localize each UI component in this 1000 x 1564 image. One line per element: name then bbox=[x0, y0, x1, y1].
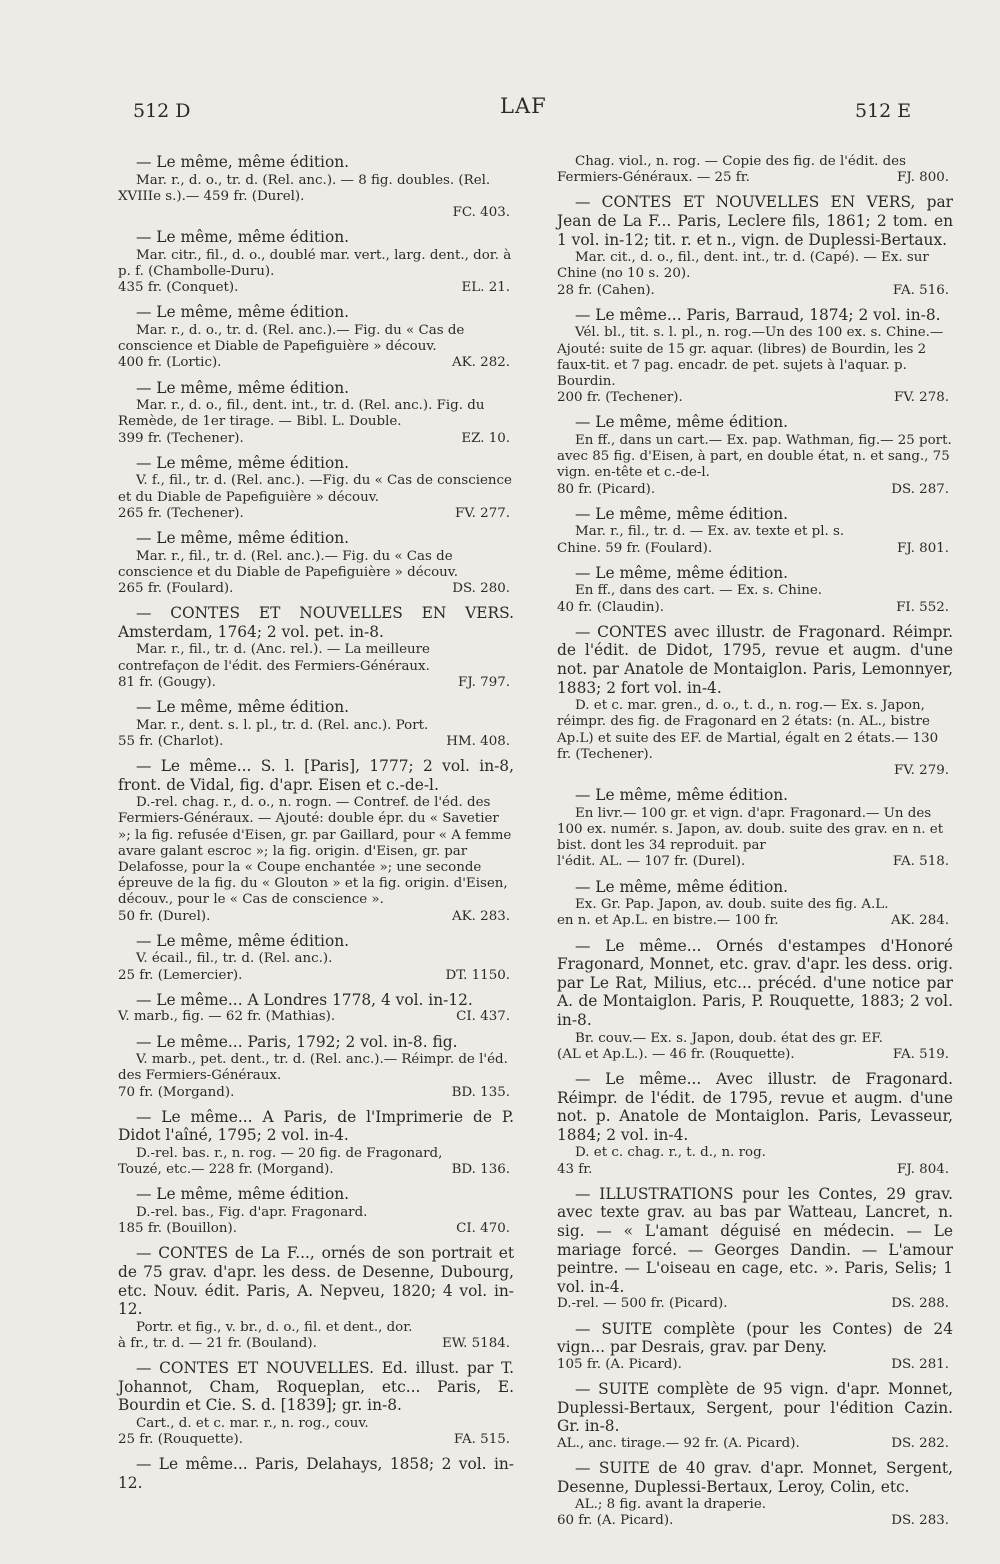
entry-price: 55 fr. (Charlot). bbox=[118, 733, 224, 749]
entry-price-line bbox=[557, 170, 953, 186]
entry-heading: — SUITE complète de 95 vign. d'apr. Monnet, Duplessi-Bertaux, Sergent, pour l'édition Cazin. Gr. in-8. bbox=[557, 1379, 953, 1436]
entry-price: V. marb., fig. — 62 fr. (Mathias). bbox=[118, 1009, 336, 1025]
entry-reference: DS. 288. bbox=[891, 1296, 949, 1312]
entry-description: Portr. et fig., v. br., d. o., fil. et dent., dor. bbox=[136, 1319, 413, 1335]
catalog-entry bbox=[118, 1455, 514, 1492]
entry-price-line bbox=[557, 390, 953, 406]
catalog-entry bbox=[557, 154, 953, 186]
entry-price-line bbox=[557, 1162, 953, 1178]
entry-description: Mar. r., dent. s. l. pl., tr. d. (Rel. anc.). Port. bbox=[136, 717, 429, 733]
entry-description: Mar. r., d. o., tr. d. (Rel. anc.).— Fig. du « Cas de conscience et Diable de Papefiguière » découv. bbox=[118, 323, 465, 355]
catalog-entry bbox=[118, 454, 514, 522]
entry-price-line bbox=[118, 280, 514, 296]
entry-price-line bbox=[557, 541, 953, 557]
catalog-entry bbox=[118, 228, 514, 296]
entry-reference: EL. 21. bbox=[461, 280, 510, 296]
catalog-entry bbox=[118, 604, 514, 691]
entry-reference: AK. 284. bbox=[890, 913, 949, 929]
entry-description: Chag. viol., n. rog. — Copie des fig. de l'édit. des bbox=[575, 154, 906, 169]
catalog-entry bbox=[557, 505, 953, 557]
entry-description: Mar. r., fil., tr. d. (Rel. anc.).— Fig. du « Cas de conscience et du Diable de Papefiguière » découv. bbox=[118, 548, 459, 580]
entry-price: 105 fr. (A. Picard). bbox=[557, 1356, 682, 1372]
entry-price: 40 fr. (Claudin). bbox=[557, 599, 665, 615]
entry-reference: FV. 279. bbox=[894, 763, 949, 778]
entry-heading: — Le même, même édition. bbox=[136, 303, 350, 322]
entry-heading: — Le même... Paris, 1792; 2 vol. in-8. fig. bbox=[136, 1032, 458, 1051]
entry-reference: DS. 280. bbox=[452, 581, 510, 597]
catalog-entry bbox=[557, 1380, 953, 1452]
entry-heading: — CONTES ET NOUVELLES. Ed. illust. par T. Johannot, Cham, Roqueplan, etc... Paris, E. Bourdin et Cie. S. d. [1839]; gr. in-8. bbox=[118, 1359, 514, 1415]
catalog-entry bbox=[557, 413, 953, 497]
entry-price: 399 fr. (Techener). bbox=[118, 430, 244, 446]
entry-heading: — Le même... Ornés d'estampes d'Honoré Fragonard, Monnet, etc. grav. d'apr. les dess. orig. par Le Rat, Milius, etc... précéd. d'une notice par A. de Montaiglon. Paris, P. Rouquette, 1883; 2 vol. in-8. bbox=[557, 936, 953, 1029]
entry-description: Mar. r., fil., tr. d. — Ex. av. texte et pl. s. bbox=[575, 524, 845, 540]
entry-description: D.-rel. bas., Fig. d'apr. Fragonard. bbox=[136, 1205, 368, 1221]
entry-reference: EW. 5184. bbox=[441, 1336, 510, 1351]
entry-description: Mar. citr., fil., d. o., doublé mar. vert., larg. dent., dor. à p. f. (Chambolle-Duru). bbox=[118, 247, 512, 279]
entry-description: Br. couv.— Ex. s. Japon, doub. état des gr. EF. bbox=[575, 1030, 883, 1046]
entry-heading: — Le même, même édition. bbox=[136, 378, 350, 397]
catalog-entry bbox=[557, 937, 953, 1063]
page-header bbox=[0, 94, 1000, 140]
entry-price-line bbox=[118, 355, 514, 371]
entry-reference: CI. 437. bbox=[456, 1009, 510, 1025]
entry-price: en n. et Ap.L. en bistre.— 100 fr. bbox=[557, 913, 779, 929]
catalog-entry bbox=[118, 1359, 514, 1448]
entry-description: En livr.— 100 gr. et vign. d'apr. Fragonard.— Un des 100 ex. numér. s. Japon, av. doub. suite des grav. en n. et bist. dont les 34 reproduit. par bbox=[557, 805, 944, 854]
entry-heading: — Le même... Paris, Delahays, 1858; 2 vol. in-12. bbox=[118, 1455, 514, 1492]
entry-price: 43 fr. bbox=[557, 1161, 593, 1177]
entry-reference: FA. 515. bbox=[453, 1432, 510, 1448]
entry-heading: — Le même... A Paris, de l'Imprimerie de P. Didot l'aîné, 1795; 2 vol. in-4. bbox=[118, 1107, 514, 1145]
catalog-entry bbox=[118, 529, 514, 597]
entry-reference: EZ. 10. bbox=[461, 430, 510, 446]
entry-price-line bbox=[557, 283, 953, 299]
entry-price: 28 fr. (Cahen). bbox=[557, 282, 655, 298]
entry-price-line bbox=[118, 909, 514, 925]
entry-description: Mar. cit., d. o., fil., dent. int., tr. d. (Capé). — Ex. sur Chine (no 10 s. 20). bbox=[557, 250, 929, 282]
entry-price-line bbox=[557, 1436, 953, 1452]
entry-description: En ff., dans des cart. — Ex. s. Chine. bbox=[575, 583, 823, 599]
entry-price-line bbox=[118, 431, 514, 447]
entry-heading: — Le même, même édition. bbox=[136, 698, 350, 717]
entry-description: Ex. Gr. Pap. Japon, av. doub. suite des fig. A.L. bbox=[575, 897, 889, 913]
entry-description: AL.; 8 fig. avant la draperie. bbox=[575, 1497, 767, 1513]
entry-reference: CI. 470. bbox=[456, 1221, 510, 1237]
entry-heading: — Le même... Avec illustr. de Fragonard. Réimpr. de l'édit. de 1795, revue et augm. d'une not. p. Anatole de Montaiglon. Paris, Levasseur, 1884; 2 vol. in-4. bbox=[557, 1069, 953, 1144]
entry-heading: — Le même, même édition. bbox=[136, 153, 350, 171]
entry-price-line bbox=[118, 581, 514, 597]
entry-reference: FA. 516. bbox=[892, 282, 949, 298]
entry-reference: DS. 282. bbox=[891, 1435, 949, 1451]
entry-price-line bbox=[118, 734, 514, 750]
entry-price-line bbox=[118, 1336, 514, 1352]
catalog-entry bbox=[118, 303, 514, 371]
entry-description: Vél. bl., tit. s. l. pl., n. rog.—Un des 100 ex. s. Chine.— Ajouté: suite de 15 gr. aquar. (libres) de Bourdin, les 2 faux-tit. et 7 pag. encadr. de pet. sujets à l'aquar. p. Bourdin. bbox=[557, 325, 944, 389]
entry-heading: — Le même, même édition. bbox=[575, 877, 789, 896]
catalog-entry bbox=[557, 306, 953, 407]
entry-price: 50 fr. (Durel). bbox=[118, 908, 211, 924]
entry-price-line bbox=[557, 600, 953, 616]
entry-heading: — Le même, même édition. bbox=[575, 563, 789, 582]
entry-price-line bbox=[118, 506, 514, 522]
entry-price: 81 fr. (Gougy). bbox=[118, 674, 216, 690]
entry-price-line bbox=[557, 1357, 953, 1373]
catalog-entry bbox=[118, 1108, 514, 1179]
entry-description: D.-rel. bas. r., n. rog. — 20 fig. de Fragonard, bbox=[136, 1146, 443, 1162]
entry-description: En ff., dans un cart.— Ex. pap. Wathman, fig.— 25 port. avec 85 fig. d'Eisen, à part, en double état, n. et sang., 75 vign. en-tête et c.-de-l. bbox=[557, 433, 952, 481]
catalog-entry bbox=[118, 1185, 514, 1237]
entry-description: Cart., d. et c. mar. r., n. rog., couv. bbox=[136, 1415, 369, 1431]
running-title: LAF bbox=[500, 94, 547, 118]
entry-price-line bbox=[557, 1296, 953, 1312]
entry-price-line bbox=[557, 854, 953, 870]
entry-price-line bbox=[118, 1009, 514, 1025]
entry-price-line bbox=[118, 968, 514, 984]
catalog-entry bbox=[557, 1185, 953, 1313]
entry-description: V. écail., fil., tr. d. (Rel. anc.). bbox=[136, 951, 333, 967]
entry-price: à fr., tr. d. — 21 fr. (Bouland). bbox=[118, 1336, 317, 1351]
entry-price: Touzé, etc.— 228 fr. (Morgand). bbox=[118, 1162, 334, 1178]
entry-price-line bbox=[118, 1221, 514, 1237]
entry-heading: — Le même, même édition. bbox=[575, 504, 789, 523]
catalog-entry bbox=[118, 932, 514, 984]
entry-description: V. f., fil., tr. d. (Rel. anc.). —Fig. du « Cas de conscience et du Diable de Papefiguière » découv. bbox=[118, 473, 512, 505]
entry-reference: FJ. 797. bbox=[458, 674, 510, 690]
catalog-entry bbox=[118, 379, 514, 447]
entry-reference: DS. 287. bbox=[891, 481, 949, 497]
entry-price: 185 fr. (Bouillon). bbox=[118, 1221, 237, 1237]
entry-heading: — Le même, même édition. bbox=[575, 786, 789, 805]
entry-reference: BD. 135. bbox=[451, 1084, 510, 1100]
entry-price: 265 fr. (Techener). bbox=[118, 505, 244, 521]
catalog-entry bbox=[118, 153, 514, 221]
entry-heading: — Le même... S. l. [Paris], 1777; 2 vol. in-8, front. de Vidal, fig. d'apr. Eisen et c.-de-l. bbox=[118, 757, 514, 794]
entry-reference: AK. 283. bbox=[451, 908, 510, 924]
entry-description: D. et c. mar. gren., d. o., t. d., n. rog.— Ex. s. Japon, réimpr. des fig. de Fragonard en 2 états: (n. AL., bistre Ap.L) et suite des EF. de Martial, égalt en 2 états.— 130 fr. (Techener). bbox=[557, 698, 939, 762]
entry-price: 80 fr. (Picard). bbox=[557, 481, 656, 497]
entry-price: 60 fr. (A. Picard). bbox=[557, 1513, 674, 1529]
catalog-entry bbox=[557, 786, 953, 870]
entry-reference: BD. 136. bbox=[451, 1162, 510, 1178]
entry-price: 265 fr. (Foulard). bbox=[118, 581, 234, 597]
entry-reference: HM. 408. bbox=[446, 733, 510, 749]
entry-heading: — CONTES de La F..., ornés de son portrait et de 75 grav. d'apr. les dess. de Desenne, Dubourg, etc. Nouv. édit. Paris, A. Nepveu, 1820; 4 vol. in-12. bbox=[118, 1244, 514, 1319]
page-number-left: 512 D bbox=[133, 100, 191, 122]
entry-heading: — Le même... Paris, Barraud, 1874; 2 vol. in-8. bbox=[575, 305, 941, 324]
entry-reference: FJ. 800. bbox=[897, 170, 949, 186]
catalog-entry bbox=[557, 564, 953, 616]
entry-heading: — Le même, même édition. bbox=[136, 228, 350, 247]
entry-heading: — ILLUSTRATIONS pour les Contes, 29 grav. avec texte grav. au bas par Watteau, Lancret, n. sig. — « L'amant déguisé en médecin. — Le mariage forcé. — Georges Dandin. — L'amour peintre. — L'oiseau en cage, etc. ». Paris, Selis; 1 vol. in-4. bbox=[557, 1184, 953, 1296]
entry-price-line bbox=[118, 205, 514, 221]
entry-price: 400 fr. (Lortic). bbox=[118, 355, 222, 371]
entry-heading: — Le même... A Londres 1778, 4 vol. in-12. bbox=[136, 990, 473, 1009]
entry-price: l'édit. AL. — 107 fr. (Durel). bbox=[557, 854, 746, 870]
catalog-entry bbox=[557, 1070, 953, 1178]
catalog-entry bbox=[557, 193, 953, 298]
entry-price-line bbox=[557, 1047, 953, 1063]
entry-price: Fermiers-Généraux. — 25 fr. bbox=[557, 170, 750, 186]
catalog-entry bbox=[557, 1320, 953, 1373]
entry-price-line bbox=[557, 913, 953, 929]
entry-price-line bbox=[557, 1513, 953, 1529]
entry-reference: DS. 281. bbox=[891, 1356, 949, 1372]
entry-reference: FJ. 801. bbox=[897, 540, 949, 556]
catalog-entry bbox=[118, 1033, 514, 1101]
entry-reference: FV. 277. bbox=[455, 505, 510, 521]
catalog-entry bbox=[118, 1244, 514, 1352]
entry-heading: — CONTES ET NOUVELLES EN VERS. Amsterdam, 1764; 2 vol. pet. in-8. bbox=[118, 604, 514, 641]
entry-description: D.-rel. chag. r., d. o., n. rogn. — Contref. de l'éd. des Fermiers-Généraux. — Ajouté: double épr. du « Savetier »; la fig. refusée d'Eisen, gr. par Gaillard, pour « A femme avare galant escroc »; la fig. origin. d'Eisen, gr. par Delafosse, pour la « Coupe enchantée »; une seconde épreuve de la fig. du « Glouton » et la fig. origin. d'Eisen, découv., pour le « Cas de conscience ». bbox=[118, 795, 512, 908]
entry-description: D. et c. chag. r., t. d., n. rog. bbox=[575, 1145, 766, 1161]
entry-price: 25 fr. (Lemercier). bbox=[118, 967, 243, 983]
entry-reference: AK. 282. bbox=[451, 355, 510, 371]
entry-description: V. marb., pet. dent., tr. d. (Rel. anc.).— Réimpr. de l'éd. des Fermiers-Généraux. bbox=[118, 1052, 508, 1084]
entry-heading: — SUITE complète (pour les Contes) de 24 vign... par Desrais, grav. par Deny. bbox=[557, 1319, 953, 1357]
catalog-entry bbox=[557, 623, 953, 779]
entry-heading: — Le même, même édition. bbox=[575, 413, 789, 432]
entry-price-line bbox=[118, 675, 514, 691]
entry-description: Mar. r., d. o., fil., dent. int., tr. d. (Rel. anc.). Fig. du Remède, de 1er tirage. — Bibl. L. Double. bbox=[118, 398, 485, 430]
catalog-entry bbox=[118, 757, 514, 925]
entry-heading: — Le même, même édition. bbox=[136, 529, 350, 548]
entry-reference: FA. 518. bbox=[892, 854, 949, 870]
entry-reference: FV. 278. bbox=[894, 390, 949, 406]
entry-reference: FA. 519. bbox=[892, 1046, 949, 1062]
entry-price: AL., anc. tirage.— 92 fr. (A. Picard). bbox=[557, 1435, 800, 1451]
entry-price: 200 fr. (Techener). bbox=[557, 390, 683, 406]
entry-heading: — CONTES ET NOUVELLES EN VERS, par Jean de La F... Paris, Leclere fils, 1861; 2 tom. en 1 vol. in-12; tit. r. et n., vign. de Duplessi-Bertaux. bbox=[557, 193, 953, 249]
entry-reference: DT. 1150. bbox=[445, 967, 510, 983]
entry-reference: FC. 403. bbox=[452, 205, 510, 220]
entry-heading: — Le même, même édition. bbox=[136, 931, 350, 950]
entry-reference: FJ. 804. bbox=[897, 1161, 949, 1177]
entry-price-line bbox=[118, 1432, 514, 1448]
left-column bbox=[118, 153, 514, 1500]
entry-reference: DS. 283. bbox=[891, 1513, 949, 1529]
entry-heading: — Le même, même édition. bbox=[136, 1185, 350, 1204]
entry-heading: — SUITE de 40 grav. d'apr. Monnet, Sergent, Desenne, Duplessi-Bertaux, Leroy, Colin, etc. bbox=[557, 1458, 953, 1496]
entry-price: Chine. 59 fr. (Foulard). bbox=[557, 540, 713, 556]
entry-price-line bbox=[557, 763, 953, 779]
entry-price: 70 fr. (Morgand). bbox=[118, 1084, 235, 1100]
catalog-entry bbox=[118, 698, 514, 750]
entry-price: 435 fr. (Conquet). bbox=[118, 280, 239, 296]
entry-price: (AL et Ap.L.). — 46 fr. (Rouquette). bbox=[557, 1046, 795, 1062]
entry-heading: — CONTES avec illustr. de Fragonard. Réimpr. de l'édit. de Didot, 1795, revue et augm. d'une not. par Anatole de Montaiglon. Paris, Lemonnyer, 1883; 2 fort vol. in-4. bbox=[557, 622, 953, 697]
entry-price-line bbox=[118, 1085, 514, 1101]
page-number-right: 512 E bbox=[855, 100, 912, 122]
catalog-entry bbox=[557, 878, 953, 930]
entry-price-line bbox=[557, 482, 953, 498]
entry-heading: — Le même, même édition. bbox=[136, 453, 350, 472]
entry-description: Mar. r., fil., tr. d. (Anc. rel.). — La meilleure contrefaçon de l'édit. des Fermiers-Généraux. bbox=[118, 642, 430, 674]
entry-price: 25 fr. (Rouquette). bbox=[118, 1432, 243, 1448]
right-column bbox=[557, 153, 953, 1537]
catalog-entry bbox=[118, 991, 514, 1026]
entry-reference: FI. 552. bbox=[896, 599, 949, 615]
entry-description: Mar. r., d. o., tr. d. (Rel. anc.). — 8 fig. doubles. (Rel. XVIIIe s.).— 459 fr. (Durel). bbox=[118, 172, 491, 204]
entry-price-line bbox=[118, 1162, 514, 1178]
entry-price: D.-rel. — 500 fr. (Picard). bbox=[557, 1296, 728, 1312]
catalog-entry bbox=[557, 1459, 953, 1530]
